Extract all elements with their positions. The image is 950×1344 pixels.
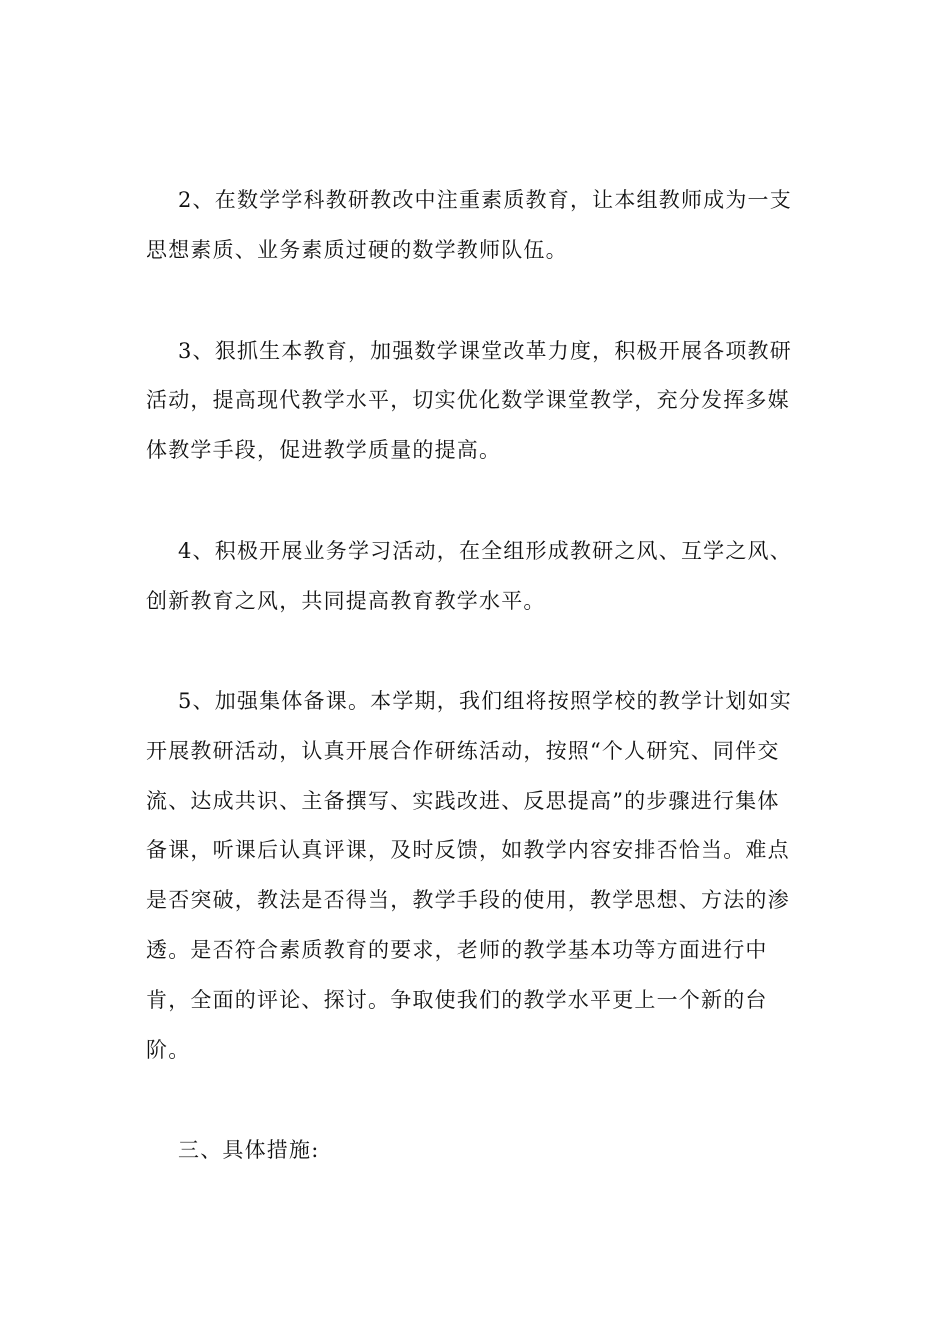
paragraph-5-line-7: 肯，全面的评论、探讨。争取使我们的教学水平更上一个新的台 <box>146 988 768 1012</box>
paragraph-3-line-3: 体教学手段，促进教学质量的提高。 <box>146 438 502 462</box>
paragraph-5-line-8: 阶。 <box>146 1038 191 1062</box>
paragraph-4-line-1: 4、积极开展业务学习活动，在全组形成教研之风、互学之风、 <box>178 539 792 563</box>
paragraph-5-line-5: 是否突破，教法是否得当，教学手段的使用，教学思想、方法的渗 <box>146 888 790 912</box>
paragraph-3-line-2: 活动，提高现代教学水平，切实优化数学课堂教学，充分发挥多媒 <box>146 388 790 412</box>
paragraph-5-line-3: 流、达成共识、主备撰写、实践改进、反思提高”的步骤进行集体 <box>146 789 780 813</box>
paragraph-5-line-1: 5、加强集体备课。本学期，我们组将按照学校的教学计划如实 <box>178 689 792 713</box>
paragraph-5-line-6: 透。是否符合素质教育的要求，老师的教学基本功等方面进行中 <box>146 938 768 962</box>
paragraph-2-line-2: 思想素质、业务素质过硬的数学教师队伍。 <box>146 238 568 262</box>
section-heading-measures: 三、具体措施: <box>178 1138 320 1162</box>
paragraph-2-line-1: 2、在数学学科教研教改中注重素质教育，让本组教师成为一支 <box>178 188 792 212</box>
paragraph-5-line-2: 开展教研活动，认真开展合作研练活动，按照“个人研究、同伴交 <box>146 739 780 763</box>
paragraph-4-line-2: 创新教育之风，共同提高教育教学水平。 <box>146 589 546 613</box>
paragraph-3-line-1: 3、狠抓生本教育，加强数学课堂改革力度，积极开展各项教研 <box>178 339 792 363</box>
paragraph-5-line-4: 备课，听课后认真评课，及时反馈，如教学内容安排否恰当。难点 <box>146 838 790 862</box>
